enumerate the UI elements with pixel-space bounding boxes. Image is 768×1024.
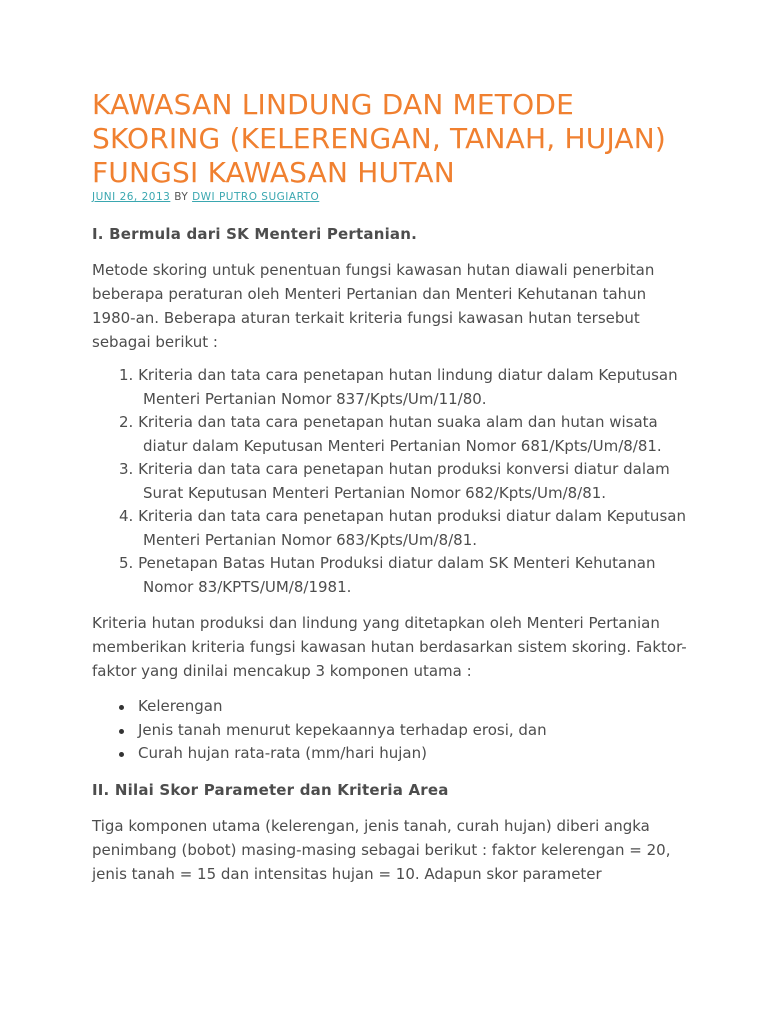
list-text: Kelerengan [138,697,223,715]
component-list [92,695,692,766]
list-number: 5. [119,554,134,572]
list-number: 2. [119,413,134,431]
list-number: 4. [119,507,134,525]
list-item [92,364,692,411]
bullet-icon [119,705,124,710]
list-item [92,695,692,719]
post-title: KAWASAN LINDUNG DAN METODE SKORING (KELERENGAN, TANAH, HUJAN) FUNGSI KAWASAN HUTAN [92,88,667,189]
section2-para: Tiga komponen utama (kelerengan, jenis tanah, curah hujan) diberi angka penimbang (bobot) masing-masing sebagai berikut : faktor kelerengan = 20, jenis tanah = 15 dan intensitas hujan = 10. Adapun skor parameter [92,816,671,883]
list-number: 1. [119,366,134,384]
list-item [92,411,692,458]
list-text: Kriteria dan tata cara penetapan hutan lindung diatur dalam Keputusan Menteri Pertanian Nomor 837/Kpts/Um/11/80. [138,366,678,408]
section1-intro: Metode skoring untuk penentuan fungsi kawasan hutan diawali penerbitan beberapa peraturan oleh Menteri Pertanian dan Menteri Kehutanan tahun 1980-an. Beberapa aturan terkait kriteria fungsi kawasan hutan tersebut sebagai berikut : [92,261,655,351]
list-number: 3. [119,460,134,478]
post-date-link[interactable]: JUNI 26, 2013 [92,191,171,203]
list-text: Kriteria dan tata cara penetapan hutan produksi konversi diatur dalam Surat Keputusan Menteri Pertanian Nomor 682/Kpts/Um/8/81. [138,460,670,502]
author-link[interactable]: DWI PUTRO SUGIARTO [192,191,320,203]
post-meta [92,190,692,204]
regulation-list [92,364,692,599]
bullet-icon [119,729,124,734]
bullet-icon [119,752,124,757]
list-text: Penetapan Batas Hutan Produksi diatur dalam SK Menteri Kehutanan Nomor 83/KPTS/UM/8/1981. [138,554,656,596]
list-text: Jenis tanah menurut kepekaannya terhadap erosi, dan [138,720,547,739]
section1-para2: Kriteria hutan produksi dan lindung yang ditetapkan oleh Menteri Pertanian memberikan kriteria fungsi kawasan hutan berdasarkan sistem skoring. Faktor-faktor yang dinilai mencakup 3 komponen utama : [92,614,687,680]
list-item [92,719,692,743]
section-heading-1: I. Bermula dari SK Menteri Pertanian. [92,225,418,243]
list-text: Kriteria dan tata cara penetapan hutan suaka alam dan hutan wisata diatur dalam Keputusan Menteri Pertanian Nomor 681/Kpts/Um/8/81. [138,413,662,455]
list-text: Curah hujan rata-rata (mm/hari hujan) [138,744,427,762]
list-item [92,552,692,599]
list-item [92,742,692,766]
section-heading-2: II. Nilai Skor Parameter dan Kriteria Area [92,780,449,799]
by-label: BY [174,191,189,203]
article [92,88,692,886]
list-text: Kriteria dan tata cara penetapan hutan produksi diatur dalam Keputusan Menteri Pertanian Nomor 683/Kpts/Um/8/81. [138,507,686,549]
list-item [92,458,692,505]
list-item [92,505,692,552]
